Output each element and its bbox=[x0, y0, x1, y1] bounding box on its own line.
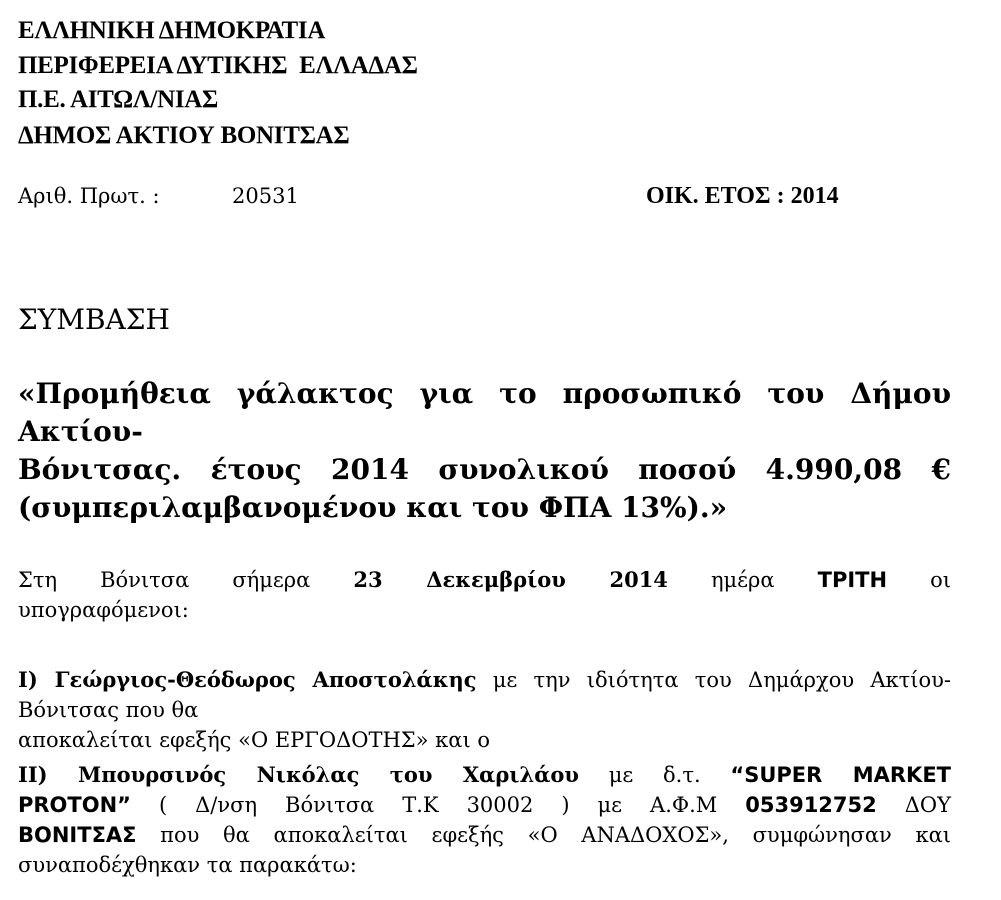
party2-line-4: συναποδέχθηκαν τα παρακάτω: bbox=[18, 853, 357, 877]
header-municipality: ΔΗΜΟΣ ΑΚΤΙΟΥ ΒΟΝΙΤΣΑΣ bbox=[18, 122, 350, 149]
party2-line-1 bbox=[18, 760, 951, 790]
header-country: ΕΛΛΗΝΙΚΗ ΔΗΜΟΚΡΑΤΙΑ bbox=[18, 17, 326, 44]
intro-paragraph bbox=[18, 565, 951, 625]
party2-line-2 bbox=[18, 790, 951, 820]
party2-line-3 bbox=[18, 820, 951, 850]
party1-paragraph bbox=[18, 665, 951, 755]
subject-line-2: Βόνιτσας. έτους 2014 συνολικού ποσού 4.990,08 € bbox=[18, 453, 951, 486]
contract-subject bbox=[18, 375, 951, 527]
subject-line-3: (συμπεριλαμβανομένου και του ΦΠΑ 13%).» bbox=[18, 491, 728, 524]
party1-line-1 bbox=[18, 665, 951, 695]
party1-line-3: αποκαλείται εφεξής «Ο ΕΡΓΟΔΟΤΗΣ» και ο bbox=[18, 728, 491, 752]
party2-paragraph bbox=[18, 760, 951, 880]
intro-line-2: υπογραφόμενοι: bbox=[18, 598, 189, 622]
party2-text-2: ( Δ/νση Βόνιτσα Τ.Κ 30002 ) με Α.Φ.Μ bbox=[130, 793, 746, 817]
party2-doy: ΒΟΝΙΤΣΑΣ bbox=[18, 823, 137, 847]
protocol-label: Αριθ. Πρωτ. : bbox=[18, 184, 160, 208]
party2-company-1: “SUPER MARKET bbox=[730, 763, 951, 787]
intro-text-3: οι bbox=[887, 568, 951, 592]
intro-text-1: Στη Βόνιτσα σήμερα bbox=[18, 568, 354, 592]
fiscal-year: ΟΙΚ. ΕΤΟΣ : 2014 bbox=[646, 183, 839, 209]
party1-name: Ι) Γεώργιος-Θεόδωρος Αποστολάκης bbox=[18, 667, 477, 692]
document-title: ΣΥΜΒΑΣΗ bbox=[18, 303, 170, 336]
subject-line-1: «Προμήθεια γάλακτος για το προσωπικό του Δήμου Ακτίου- bbox=[18, 377, 951, 448]
header-region: ΠΕΡΙΦΕΡΕΙΑ ΔΥΤΙΚΗΣ ΕΛΛΑΔΑΣ bbox=[18, 52, 418, 79]
intro-line-1 bbox=[18, 565, 951, 595]
protocol-number: 20531 bbox=[232, 184, 299, 208]
protocol-row bbox=[18, 180, 951, 212]
party2-text-4: που θα αποκαλείται εφεξής «Ο ΑΝΑΔΟΧΟΣ», συμφώνησαν και bbox=[136, 823, 951, 847]
party2-text-3: ΔΟΥ bbox=[876, 793, 951, 817]
contract-date: 23 Δεκεμβρίου 2014 bbox=[353, 567, 668, 592]
party2-company-2: PROTON” bbox=[18, 793, 131, 817]
party2-afm: 053912752 bbox=[745, 793, 877, 817]
party1-text-1: με την ιδιότητα του Δημάρχου Ακτίου- bbox=[476, 668, 951, 692]
contract-day: ΤΡΙΤΗ bbox=[817, 568, 888, 592]
party1-line-2: Βόνιτσας που θα bbox=[18, 698, 199, 722]
party2-text-1: με δ.τ. bbox=[578, 763, 731, 787]
intro-text-2: ημέρα bbox=[667, 568, 818, 592]
header-prefecture: Π.Ε. ΑΙΤΩΛ/ΝΙΑΣ bbox=[18, 86, 219, 113]
party2-name: ΙΙ) Μπουρσινός Νικόλας του Χαριλάου bbox=[18, 762, 579, 787]
